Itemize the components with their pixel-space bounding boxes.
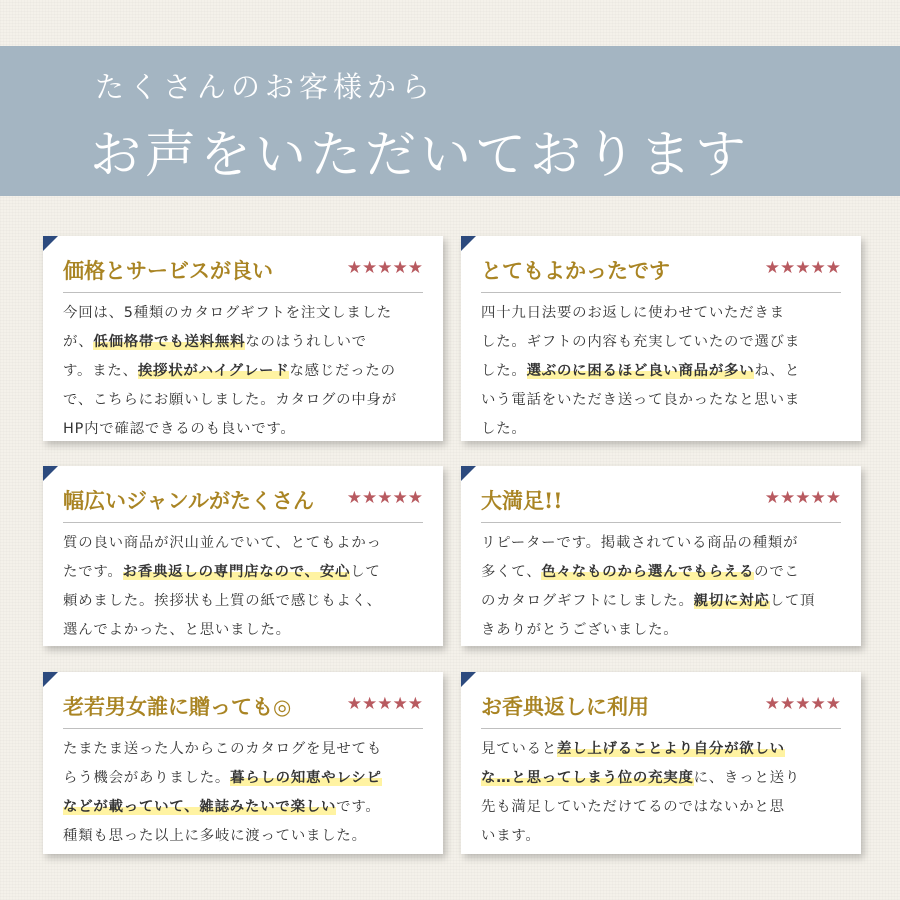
review-highlight: お香典返しの専門店なので、安心 xyxy=(122,564,351,580)
header-subtitle: たくさんのお客様から xyxy=(95,70,436,104)
star-rating-icon: ★★★★★ xyxy=(346,488,423,508)
divider xyxy=(63,728,423,729)
review-text: 四十九日法要のお返しに使わせていただきま xyxy=(481,305,785,321)
review-text: した。 xyxy=(481,363,527,379)
review-text: す。また、 xyxy=(63,363,138,379)
review-text: 質の良い商品が沢山並んでいて、とてもよかっ xyxy=(63,535,382,551)
review-card xyxy=(43,236,443,441)
divider xyxy=(63,522,423,523)
review-text: います。 xyxy=(481,828,541,844)
review-text: たです。 xyxy=(63,564,123,580)
star-rating-icon: ★★★★★ xyxy=(764,258,841,278)
review-text: いう電話をいただき送って良かったなと思いま xyxy=(481,392,801,408)
divider xyxy=(481,522,841,523)
review-title: 価格とサービスが良い xyxy=(63,258,273,283)
review-text: 多くて、 xyxy=(481,564,542,580)
review-text: な感じだったの xyxy=(289,363,396,379)
review-body xyxy=(63,529,425,645)
review-text: なのはうれしいで xyxy=(245,334,367,350)
review-title: 老若男女誰に贈っても◎ xyxy=(63,694,292,719)
review-highlight: 低価格帯でも送料無料 xyxy=(93,334,246,350)
review-text: のでこ xyxy=(754,564,800,580)
review-body xyxy=(63,299,425,441)
review-body xyxy=(481,529,843,645)
review-text: した。 xyxy=(481,421,527,437)
review-text: 選んでよかった、と思いました。 xyxy=(63,622,291,638)
review-card xyxy=(461,672,861,854)
review-text: 先も満足していただけてるのではないかと思 xyxy=(481,799,785,815)
review-text: が、 xyxy=(63,334,94,350)
review-card xyxy=(461,236,861,441)
review-title: 幅広いジャンルがたくさん xyxy=(63,488,315,513)
review-text: して xyxy=(350,564,381,580)
review-text: リピーターです。掲載されている商品の種類が xyxy=(481,535,799,551)
star-rating-icon: ★★★★★ xyxy=(764,694,841,714)
star-rating-icon: ★★★★★ xyxy=(346,694,423,714)
review-card xyxy=(43,672,443,854)
review-card xyxy=(461,466,861,646)
header-banner xyxy=(0,46,900,196)
corner-accent xyxy=(43,466,58,481)
review-body xyxy=(481,735,843,851)
review-highlight: 選ぶのに困るほど良い商品が多い xyxy=(526,363,755,379)
corner-accent xyxy=(461,236,476,251)
header-title: お声をいただいております xyxy=(90,126,751,185)
divider xyxy=(63,292,423,293)
review-highlight: 親切に対応 xyxy=(693,593,770,609)
star-rating-icon: ★★★★★ xyxy=(764,488,841,508)
review-text: 今回は、5種類のカタログギフトを注文しました xyxy=(63,305,392,321)
review-highlight: 色々なものから選んでもらえる xyxy=(541,564,755,580)
review-text: きありがとうございました。 xyxy=(481,622,679,638)
review-highlight: な…と思ってしまう位の充実度 xyxy=(481,770,694,786)
review-text: で、こちらにお願いしました。カタログの中身が xyxy=(63,392,397,408)
corner-accent xyxy=(461,672,476,687)
review-title: 大満足!! xyxy=(481,488,563,513)
corner-accent xyxy=(43,672,58,687)
review-title: とてもよかったです xyxy=(481,258,670,283)
review-text: した。ギフトの内容も充実していたので選びま xyxy=(481,334,801,350)
review-text: のカタログギフトにしました。 xyxy=(481,593,694,609)
divider xyxy=(481,728,841,729)
review-highlight: 差し上げることより自分が欲しい xyxy=(556,741,785,757)
review-text: 頼めました。挨拶状も上質の紙で感じもよく、 xyxy=(63,593,382,609)
review-card xyxy=(43,466,443,646)
review-text: 種類も思った以上に多岐に渡っていました。 xyxy=(63,828,367,844)
corner-accent xyxy=(461,466,476,481)
star-rating-icon: ★★★★★ xyxy=(346,258,423,278)
review-text: に、きっと送り xyxy=(693,770,801,786)
review-body xyxy=(481,299,843,441)
review-text: らう機会がありました。 xyxy=(63,770,231,786)
review-title: お香典返しに利用 xyxy=(481,694,649,719)
review-highlight: 暮らしの知恵やレシピ xyxy=(230,770,382,786)
review-text: して頂 xyxy=(769,593,816,609)
corner-accent xyxy=(43,236,58,251)
review-body xyxy=(63,735,425,851)
review-highlight: などが載っていて、雑誌みたいで楽しい xyxy=(63,799,337,815)
review-highlight: 挨拶状がハイグレード xyxy=(137,363,290,379)
review-text: ね、と xyxy=(754,363,801,379)
review-text: です。 xyxy=(336,799,381,815)
divider xyxy=(481,292,841,293)
review-text: HP内で確認できるのも良いです。 xyxy=(63,421,296,437)
review-text: 見ていると xyxy=(481,741,557,757)
review-text: たまたま送った人からこのカタログを見せても xyxy=(63,741,383,757)
